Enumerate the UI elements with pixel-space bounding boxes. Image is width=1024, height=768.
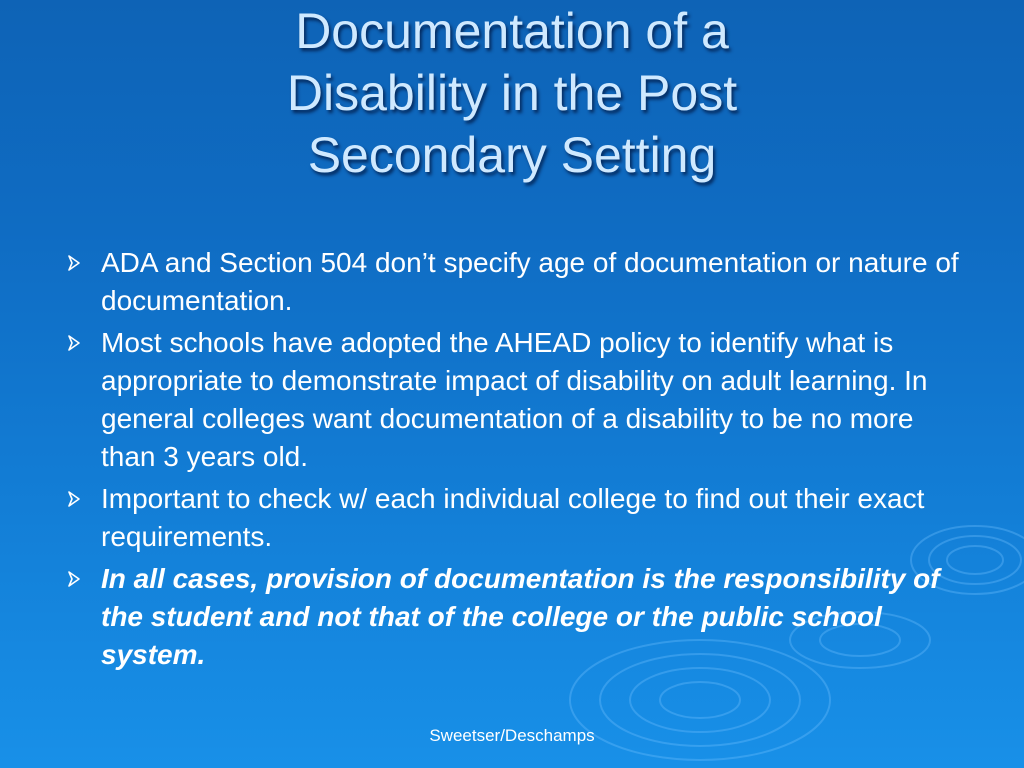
- bullet-text: In all cases, provision of documentation is the responsibility of the student and not that of the college or the public school system.: [101, 563, 940, 670]
- arrow-chevron-icon: [64, 569, 84, 589]
- title-line-3: Secondary Setting: [307, 127, 717, 183]
- bullet-text: Most schools have adopted the AHEAD policy to identify what is appropriate to demonstrate impact of disability on adult learning. In general colleges want documentation of a disability to be no more than 3 years old.: [101, 327, 928, 472]
- title-line-2: Disability in the Post: [286, 65, 738, 121]
- bullet-item: [64, 244, 974, 320]
- arrow-chevron-icon: [64, 333, 84, 353]
- bullet-item-emphasized: [64, 560, 974, 674]
- title-line-1: Documentation of a: [295, 3, 729, 59]
- bullet-item: [64, 480, 974, 556]
- bullet-text: ADA and Section 504 don’t specify age of documentation or nature of documentation.: [101, 247, 959, 316]
- bullet-item: [64, 324, 974, 476]
- slide-footer: Sweetser/Deschamps: [429, 726, 595, 745]
- slide-title: [112, 0, 912, 186]
- arrow-chevron-icon: [64, 489, 84, 509]
- arrow-chevron-icon: [64, 253, 84, 273]
- bullet-list: [64, 244, 974, 678]
- bullet-text: Important to check w/ each individual college to find out their exact requirements.: [101, 483, 925, 552]
